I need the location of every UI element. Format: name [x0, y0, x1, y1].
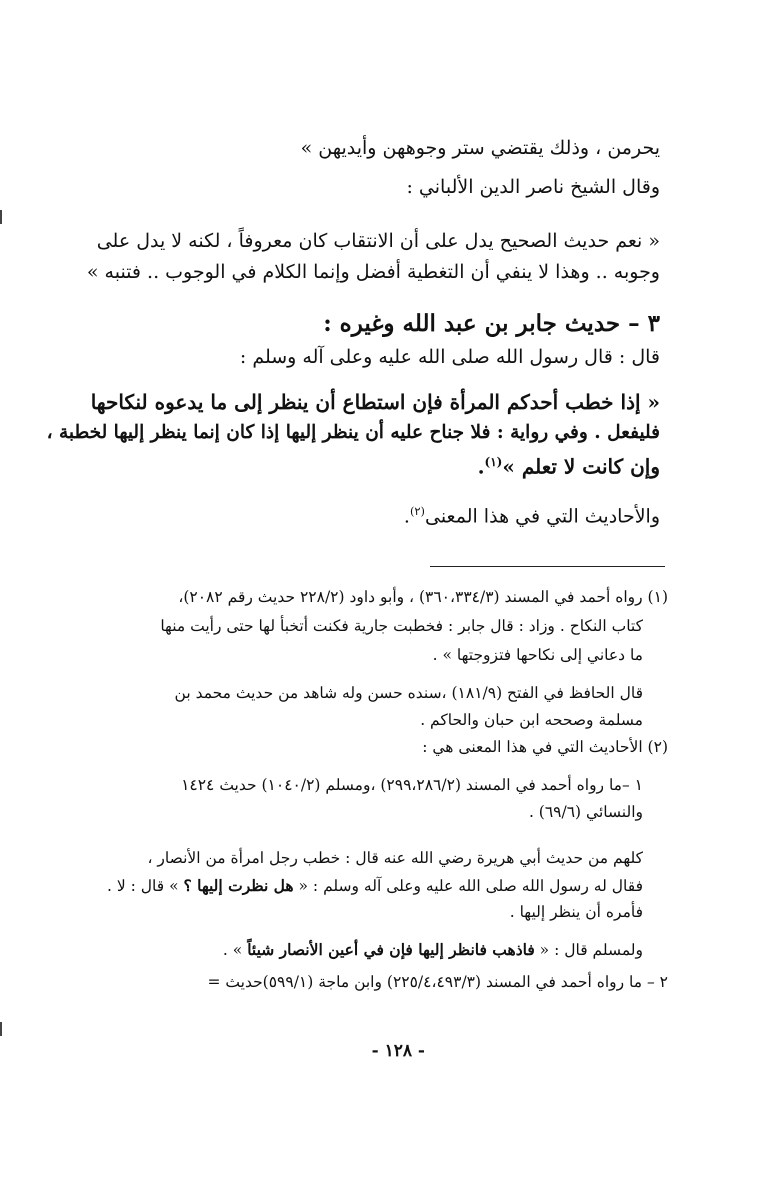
footnote-separator — [430, 566, 665, 567]
footnote-ref-2: (٢) — [409, 504, 425, 518]
footnote-1-line-4: قال الحافظ في الفتح (١٨١/٩) ،سنده حسن وله شاهد من حديث محمد بن — [174, 684, 643, 702]
footnote-2-line-6: فأمره أن ينظر إليها . — [509, 903, 643, 921]
footnote-1-line-1: (١) رواه أحمد في المسند (٣٦٠،٣٣٤/٣) ، وأبو داود (٢٢٨/٢ حديث رقم ٢٠٨٢)، — [178, 588, 668, 606]
body-line-10-text: والأحاديث التي في هذا المعنى — [424, 505, 660, 528]
body-line-1: يحرمن ، وذلك يقتضي ستر وجوههن وأيديهن » — [300, 137, 660, 159]
hadith-quote-line-2: فليفعل . وفي رواية : فلا جناح عليه أن ينظر إليها إذا كان إنما ينظر إليها لخطبة ، — [46, 422, 660, 443]
footnote-2-line-7 — [223, 942, 643, 959]
footnote-1-line-5: مسلمة وصححه ابن حبان والحاكم . — [420, 711, 643, 729]
footnote-2-line-8: ٢ – ما رواه أحمد في المسند (٢٢٥/٤،٤٩٣/٣) وابن ماجة (٥٩٩/١)حديث = — [207, 973, 668, 991]
footnote-2-line-5 — [107, 878, 643, 895]
footnote-2-line-4: كلهم من حديث أبي هريرة رضي الله عنه قال : خطب رجل امرأة من الأنصار ، — [147, 849, 643, 867]
footnote-bold-quote: هل نظرت إليها ؟ — [183, 876, 294, 895]
left-binding-edge-mark — [0, 210, 2, 224]
hadith-quote-end: . — [477, 454, 485, 479]
hadith-quote-line-1: « إذا خطب أحدكم المرأة فإن استطاع أن ينظر إلى ما يدعوه لنكاحها — [90, 390, 660, 414]
body-line-10-end: . — [403, 505, 410, 528]
footnote-2-line-2: ١ –ما رواه أحمد في المسند (٢٩٩،٢٨٦/٢) ،ومسلم (١٠٤٠/٢) حديث ١٤٢٤ — [181, 776, 643, 794]
body-line-6: قال : قال رسول الله صلى الله عليه وعلى آله وسلم : — [239, 346, 660, 368]
footnote-text: فقال له رسول الله صلى الله عليه وعلى آله وسلم : « — [293, 877, 643, 895]
hadith-quote-text: وإن كانت لا تعلم » — [502, 454, 660, 479]
footnote-ref-1: (١) — [484, 455, 503, 469]
body-line-3: « نعم حديث الصحيح يدل على أن الانتقاب كان معروفاً ، لكنه لا يدل على — [96, 230, 660, 252]
footnote-bold-quote: فاذهب فانظر إليها فإن في أعين الأنصار شيئاً — [247, 940, 535, 959]
footnote-text: » قال : لا . — [107, 877, 184, 895]
footnote-1-line-3: ما دعاني إلى نكاحها فتزوجتها » . — [432, 646, 643, 664]
body-line-2: وقال الشيخ ناصر الدين الألباني : — [406, 176, 660, 198]
body-line-4: وجوبه .. وهذا لا ينفي أن التغطية أفضل وإنما الكلام في الوجوب .. فتنبه » — [86, 261, 660, 283]
hadith-quote-line-3 — [478, 456, 660, 477]
left-binding-edge-mark — [0, 1022, 2, 1036]
footnote-1-line-2: كتاب النكاح . وزاد : قال جابر : فخطبت جارية فكنت أتخبأ لها حتى رأيت منها — [160, 617, 643, 635]
section-heading: ٣ – حديث جابر بن عبد الله وغيره : — [323, 310, 660, 337]
footnote-text: » . — [222, 941, 248, 959]
footnote-2-line-1: (٢) الأحاديث التي في هذا المعنى هي : — [422, 738, 668, 756]
page-number: - ١٢٨ - — [371, 1041, 425, 1061]
body-line-10 — [404, 506, 660, 526]
footnote-text: ولمسلم قال : « — [534, 941, 643, 959]
footnote-2-line-3: والنسائي (٦٩/٦) . — [528, 803, 643, 821]
